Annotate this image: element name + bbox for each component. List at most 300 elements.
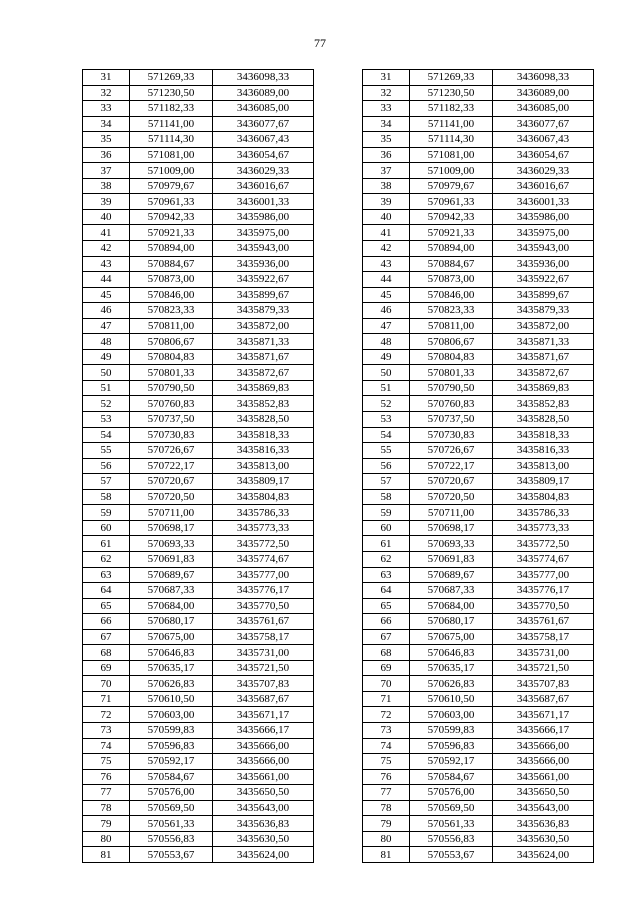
left-x-coordinate-cell: 571081,00 (130, 147, 213, 163)
left-y-coordinate-cell: 3436089,00 (213, 85, 314, 101)
left-y-coordinate-cell: 3435869,83 (213, 380, 314, 396)
table-row (83, 256, 594, 272)
left-x-coordinate-cell: 570610,50 (130, 691, 213, 707)
right-x-coordinate-cell: 570894,00 (410, 241, 493, 257)
left-x-coordinate-cell: 570760,83 (130, 396, 213, 412)
left-x-coordinate-cell: 570737,50 (130, 412, 213, 428)
table-row (83, 738, 594, 754)
left-x-coordinate-cell: 571230,50 (130, 85, 213, 101)
right-y-coordinate-cell: 3435687,67 (493, 691, 594, 707)
right-x-coordinate-cell: 570846,00 (410, 287, 493, 303)
left-point-number-cell: 68 (83, 645, 130, 661)
right-point-number-cell: 51 (363, 380, 410, 396)
right-point-number-cell: 66 (363, 614, 410, 630)
column-gap (314, 645, 363, 661)
right-point-number-cell: 53 (363, 412, 410, 428)
left-x-coordinate-cell: 570646,83 (130, 645, 213, 661)
right-x-coordinate-cell: 570921,33 (410, 225, 493, 241)
left-y-coordinate-cell: 3435813,00 (213, 458, 314, 474)
table-row (83, 443, 594, 459)
left-y-coordinate-cell: 3436067,43 (213, 132, 314, 148)
left-y-coordinate-cell: 3435650,50 (213, 785, 314, 801)
right-point-number-cell: 36 (363, 147, 410, 163)
right-y-coordinate-cell: 3435879,33 (493, 303, 594, 319)
column-gap (314, 101, 363, 117)
left-x-coordinate-cell: 570846,00 (130, 287, 213, 303)
table-row (83, 412, 594, 428)
left-x-coordinate-cell: 570584,67 (130, 769, 213, 785)
right-point-number-cell: 81 (363, 847, 410, 863)
right-point-number-cell: 65 (363, 598, 410, 614)
table-row (83, 629, 594, 645)
column-gap (314, 489, 363, 505)
left-y-coordinate-cell: 3435986,00 (213, 209, 314, 225)
left-point-number-cell: 59 (83, 505, 130, 521)
left-y-coordinate-cell: 3435773,33 (213, 520, 314, 536)
left-x-coordinate-cell: 570726,67 (130, 443, 213, 459)
column-gap (314, 722, 363, 738)
column-gap (314, 754, 363, 770)
table-row (83, 614, 594, 630)
left-y-coordinate-cell: 3435666,17 (213, 722, 314, 738)
left-y-coordinate-cell: 3435761,67 (213, 614, 314, 630)
left-point-number-cell: 45 (83, 287, 130, 303)
column-gap (314, 831, 363, 847)
right-x-coordinate-cell: 570635,17 (410, 660, 493, 676)
right-y-coordinate-cell: 3436067,43 (493, 132, 594, 148)
right-point-number-cell: 35 (363, 132, 410, 148)
left-point-number-cell: 58 (83, 489, 130, 505)
right-point-number-cell: 63 (363, 567, 410, 583)
right-x-coordinate-cell: 570711,00 (410, 505, 493, 521)
left-x-coordinate-cell: 570626,83 (130, 676, 213, 692)
left-x-coordinate-cell: 570811,00 (130, 318, 213, 334)
left-y-coordinate-cell: 3436098,33 (213, 70, 314, 86)
left-point-number-cell: 80 (83, 831, 130, 847)
right-x-coordinate-cell: 570691,83 (410, 551, 493, 567)
table-row (83, 831, 594, 847)
left-point-number-cell: 69 (83, 660, 130, 676)
table-row (83, 101, 594, 117)
left-point-number-cell: 51 (83, 380, 130, 396)
left-y-coordinate-cell: 3435774,67 (213, 551, 314, 567)
column-gap (314, 567, 363, 583)
column-gap (314, 691, 363, 707)
left-y-coordinate-cell: 3435721,50 (213, 660, 314, 676)
left-y-coordinate-cell: 3435786,33 (213, 505, 314, 521)
left-x-coordinate-cell: 571182,33 (130, 101, 213, 117)
right-point-number-cell: 77 (363, 785, 410, 801)
column-gap (314, 583, 363, 599)
right-point-number-cell: 61 (363, 536, 410, 552)
right-y-coordinate-cell: 3435761,67 (493, 614, 594, 630)
column-gap (314, 178, 363, 194)
left-x-coordinate-cell: 570693,33 (130, 536, 213, 552)
left-x-coordinate-cell: 571114,30 (130, 132, 213, 148)
left-x-coordinate-cell: 570720,50 (130, 489, 213, 505)
right-x-coordinate-cell: 570561,33 (410, 816, 493, 832)
column-gap (314, 380, 363, 396)
left-y-coordinate-cell: 3435666,00 (213, 754, 314, 770)
left-y-coordinate-cell: 3436001,33 (213, 194, 314, 210)
right-point-number-cell: 73 (363, 722, 410, 738)
right-y-coordinate-cell: 3436077,67 (493, 116, 594, 132)
right-y-coordinate-cell: 3436001,33 (493, 194, 594, 210)
left-x-coordinate-cell: 570804,83 (130, 349, 213, 365)
left-point-number-cell: 75 (83, 754, 130, 770)
table-row (83, 816, 594, 832)
left-x-coordinate-cell: 570884,67 (130, 256, 213, 272)
left-x-coordinate-cell: 570921,33 (130, 225, 213, 241)
column-gap (314, 132, 363, 148)
column-gap (314, 614, 363, 630)
table-row (83, 287, 594, 303)
left-x-coordinate-cell: 570689,67 (130, 567, 213, 583)
table-row (83, 769, 594, 785)
left-x-coordinate-cell: 571141,00 (130, 116, 213, 132)
table-row (83, 241, 594, 257)
column-gap (314, 349, 363, 365)
right-y-coordinate-cell: 3435630,50 (493, 831, 594, 847)
right-point-number-cell: 78 (363, 800, 410, 816)
left-x-coordinate-cell: 570603,00 (130, 707, 213, 723)
right-point-number-cell: 55 (363, 443, 410, 459)
right-y-coordinate-cell: 3435786,33 (493, 505, 594, 521)
right-x-coordinate-cell: 571230,50 (410, 85, 493, 101)
right-y-coordinate-cell: 3435943,00 (493, 241, 594, 257)
left-x-coordinate-cell: 570894,00 (130, 241, 213, 257)
right-point-number-cell: 79 (363, 816, 410, 832)
right-x-coordinate-cell: 570884,67 (410, 256, 493, 272)
coordinates-table (82, 69, 594, 863)
table-row (83, 116, 594, 132)
table-row (83, 85, 594, 101)
right-y-coordinate-cell: 3435776,17 (493, 583, 594, 599)
left-point-number-cell: 60 (83, 520, 130, 536)
right-point-number-cell: 39 (363, 194, 410, 210)
column-gap (314, 365, 363, 381)
column-gap (314, 116, 363, 132)
left-point-number-cell: 48 (83, 334, 130, 350)
left-point-number-cell: 77 (83, 785, 130, 801)
left-x-coordinate-cell: 570698,17 (130, 520, 213, 536)
left-point-number-cell: 40 (83, 209, 130, 225)
right-x-coordinate-cell: 570610,50 (410, 691, 493, 707)
right-x-coordinate-cell: 570873,00 (410, 272, 493, 288)
left-point-number-cell: 67 (83, 629, 130, 645)
table-row (83, 272, 594, 288)
left-x-coordinate-cell: 570722,17 (130, 458, 213, 474)
column-gap (314, 427, 363, 443)
right-x-coordinate-cell: 570730,83 (410, 427, 493, 443)
right-x-coordinate-cell: 570693,33 (410, 536, 493, 552)
left-point-number-cell: 44 (83, 272, 130, 288)
right-x-coordinate-cell: 571182,33 (410, 101, 493, 117)
right-x-coordinate-cell: 570720,50 (410, 489, 493, 505)
table-row (83, 380, 594, 396)
left-point-number-cell: 32 (83, 85, 130, 101)
right-y-coordinate-cell: 3435624,00 (493, 847, 594, 863)
column-gap (314, 738, 363, 754)
right-point-number-cell: 50 (363, 365, 410, 381)
left-x-coordinate-cell: 570691,83 (130, 551, 213, 567)
table-row (83, 427, 594, 443)
right-x-coordinate-cell: 570811,00 (410, 318, 493, 334)
left-y-coordinate-cell: 3435943,00 (213, 241, 314, 257)
right-y-coordinate-cell: 3435721,50 (493, 660, 594, 676)
left-x-coordinate-cell: 570599,83 (130, 722, 213, 738)
table-row (83, 583, 594, 599)
right-x-coordinate-cell: 571141,00 (410, 116, 493, 132)
right-point-number-cell: 43 (363, 256, 410, 272)
right-point-number-cell: 46 (363, 303, 410, 319)
right-y-coordinate-cell: 3436029,33 (493, 163, 594, 179)
column-gap (314, 303, 363, 319)
left-y-coordinate-cell: 3436029,33 (213, 163, 314, 179)
right-y-coordinate-cell: 3435816,33 (493, 443, 594, 459)
left-y-coordinate-cell: 3435731,00 (213, 645, 314, 661)
table-row (83, 536, 594, 552)
left-x-coordinate-cell: 570592,17 (130, 754, 213, 770)
page-number: 77 (314, 36, 326, 50)
coordinates-table-body (83, 70, 594, 863)
table-row (83, 785, 594, 801)
left-y-coordinate-cell: 3435636,83 (213, 816, 314, 832)
right-y-coordinate-cell: 3435936,00 (493, 256, 594, 272)
right-x-coordinate-cell: 570596,83 (410, 738, 493, 754)
left-point-number-cell: 76 (83, 769, 130, 785)
left-x-coordinate-cell: 570675,00 (130, 629, 213, 645)
column-gap (314, 769, 363, 785)
right-y-coordinate-cell: 3435758,17 (493, 629, 594, 645)
left-x-coordinate-cell: 570711,00 (130, 505, 213, 521)
right-y-coordinate-cell: 3435871,67 (493, 349, 594, 365)
right-point-number-cell: 33 (363, 101, 410, 117)
left-y-coordinate-cell: 3435816,33 (213, 443, 314, 459)
column-gap (314, 209, 363, 225)
column-gap (314, 70, 363, 86)
column-gap (314, 800, 363, 816)
right-x-coordinate-cell: 570576,00 (410, 785, 493, 801)
left-y-coordinate-cell: 3435871,33 (213, 334, 314, 350)
left-x-coordinate-cell: 570979,67 (130, 178, 213, 194)
left-y-coordinate-cell: 3435872,00 (213, 318, 314, 334)
left-x-coordinate-cell: 570961,33 (130, 194, 213, 210)
right-y-coordinate-cell: 3435643,00 (493, 800, 594, 816)
left-point-number-cell: 78 (83, 800, 130, 816)
left-y-coordinate-cell: 3436016,67 (213, 178, 314, 194)
left-y-coordinate-cell: 3436054,67 (213, 147, 314, 163)
right-point-number-cell: 70 (363, 676, 410, 692)
column-gap (314, 629, 363, 645)
right-x-coordinate-cell: 571009,00 (410, 163, 493, 179)
left-y-coordinate-cell: 3435879,33 (213, 303, 314, 319)
right-x-coordinate-cell: 570687,33 (410, 583, 493, 599)
column-gap (314, 85, 363, 101)
right-x-coordinate-cell: 570603,00 (410, 707, 493, 723)
left-point-number-cell: 53 (83, 412, 130, 428)
column-gap (314, 147, 363, 163)
right-point-number-cell: 45 (363, 287, 410, 303)
left-point-number-cell: 52 (83, 396, 130, 412)
column-gap (314, 816, 363, 832)
right-point-number-cell: 72 (363, 707, 410, 723)
column-gap (314, 287, 363, 303)
right-x-coordinate-cell: 570698,17 (410, 520, 493, 536)
table-row (83, 458, 594, 474)
right-point-number-cell: 40 (363, 209, 410, 225)
table-row (83, 800, 594, 816)
column-gap (314, 676, 363, 692)
table-row (83, 147, 594, 163)
right-x-coordinate-cell: 570979,67 (410, 178, 493, 194)
left-x-coordinate-cell: 570942,33 (130, 209, 213, 225)
right-x-coordinate-cell: 570553,67 (410, 847, 493, 863)
left-point-number-cell: 33 (83, 101, 130, 117)
right-point-number-cell: 38 (363, 178, 410, 194)
left-y-coordinate-cell: 3435630,50 (213, 831, 314, 847)
left-y-coordinate-cell: 3435777,00 (213, 567, 314, 583)
left-y-coordinate-cell: 3435772,50 (213, 536, 314, 552)
table-row (83, 225, 594, 241)
left-point-number-cell: 37 (83, 163, 130, 179)
right-x-coordinate-cell: 570584,67 (410, 769, 493, 785)
column-gap (314, 520, 363, 536)
column-gap (314, 396, 363, 412)
left-y-coordinate-cell: 3435852,83 (213, 396, 314, 412)
column-gap (314, 163, 363, 179)
table-row (83, 551, 594, 567)
left-point-number-cell: 57 (83, 474, 130, 490)
table-row (83, 163, 594, 179)
right-y-coordinate-cell: 3435650,50 (493, 785, 594, 801)
table-row (83, 178, 594, 194)
right-y-coordinate-cell: 3436098,33 (493, 70, 594, 86)
left-y-coordinate-cell: 3435818,33 (213, 427, 314, 443)
column-gap (314, 194, 363, 210)
column-gap (314, 847, 363, 863)
left-point-number-cell: 66 (83, 614, 130, 630)
right-y-coordinate-cell: 3435922,67 (493, 272, 594, 288)
right-point-number-cell: 58 (363, 489, 410, 505)
right-y-coordinate-cell: 3436089,00 (493, 85, 594, 101)
right-x-coordinate-cell: 570646,83 (410, 645, 493, 661)
right-y-coordinate-cell: 3435869,83 (493, 380, 594, 396)
column-gap (314, 707, 363, 723)
left-y-coordinate-cell: 3435671,17 (213, 707, 314, 723)
right-x-coordinate-cell: 570737,50 (410, 412, 493, 428)
right-y-coordinate-cell: 3435671,17 (493, 707, 594, 723)
column-gap (314, 660, 363, 676)
table-row (83, 194, 594, 210)
right-point-number-cell: 31 (363, 70, 410, 86)
right-x-coordinate-cell: 570569,50 (410, 800, 493, 816)
right-y-coordinate-cell: 3435975,00 (493, 225, 594, 241)
left-y-coordinate-cell: 3435975,00 (213, 225, 314, 241)
left-x-coordinate-cell: 570569,50 (130, 800, 213, 816)
left-point-number-cell: 35 (83, 132, 130, 148)
left-x-coordinate-cell: 570790,50 (130, 380, 213, 396)
right-point-number-cell: 59 (363, 505, 410, 521)
right-x-coordinate-cell: 570726,67 (410, 443, 493, 459)
column-gap (314, 412, 363, 428)
left-y-coordinate-cell: 3435770,50 (213, 598, 314, 614)
column-gap (314, 536, 363, 552)
right-x-coordinate-cell: 570823,33 (410, 303, 493, 319)
right-y-coordinate-cell: 3436016,67 (493, 178, 594, 194)
left-point-number-cell: 34 (83, 116, 130, 132)
left-y-coordinate-cell: 3435871,67 (213, 349, 314, 365)
right-y-coordinate-cell: 3435666,17 (493, 722, 594, 738)
right-point-number-cell: 64 (363, 583, 410, 599)
right-y-coordinate-cell: 3435770,50 (493, 598, 594, 614)
column-gap (314, 551, 363, 567)
left-point-number-cell: 43 (83, 256, 130, 272)
left-point-number-cell: 42 (83, 241, 130, 257)
column-gap (314, 458, 363, 474)
left-x-coordinate-cell: 570720,67 (130, 474, 213, 490)
left-x-coordinate-cell: 570806,67 (130, 334, 213, 350)
right-y-coordinate-cell: 3435852,83 (493, 396, 594, 412)
left-point-number-cell: 41 (83, 225, 130, 241)
left-y-coordinate-cell: 3435872,67 (213, 365, 314, 381)
column-gap (314, 334, 363, 350)
left-point-number-cell: 36 (83, 147, 130, 163)
right-point-number-cell: 74 (363, 738, 410, 754)
left-point-number-cell: 79 (83, 816, 130, 832)
left-point-number-cell: 65 (83, 598, 130, 614)
right-y-coordinate-cell: 3435986,00 (493, 209, 594, 225)
left-point-number-cell: 31 (83, 70, 130, 86)
right-y-coordinate-cell: 3435773,33 (493, 520, 594, 536)
right-y-coordinate-cell: 3435772,50 (493, 536, 594, 552)
left-y-coordinate-cell: 3435687,67 (213, 691, 314, 707)
right-x-coordinate-cell: 570801,33 (410, 365, 493, 381)
table-row (83, 489, 594, 505)
right-y-coordinate-cell: 3435804,83 (493, 489, 594, 505)
right-point-number-cell: 47 (363, 318, 410, 334)
left-x-coordinate-cell: 571009,00 (130, 163, 213, 179)
table-row (83, 132, 594, 148)
table-row (83, 754, 594, 770)
right-point-number-cell: 71 (363, 691, 410, 707)
table-row (83, 209, 594, 225)
left-y-coordinate-cell: 3435776,17 (213, 583, 314, 599)
column-gap (314, 318, 363, 334)
right-x-coordinate-cell: 570556,83 (410, 831, 493, 847)
right-y-coordinate-cell: 3435731,00 (493, 645, 594, 661)
left-point-number-cell: 70 (83, 676, 130, 692)
column-gap (314, 241, 363, 257)
right-y-coordinate-cell: 3435774,67 (493, 551, 594, 567)
left-y-coordinate-cell: 3435899,67 (213, 287, 314, 303)
right-x-coordinate-cell: 570790,50 (410, 380, 493, 396)
table-row (83, 474, 594, 490)
right-point-number-cell: 37 (363, 163, 410, 179)
left-x-coordinate-cell: 570801,33 (130, 365, 213, 381)
right-y-coordinate-cell: 3435871,33 (493, 334, 594, 350)
table-row (83, 598, 594, 614)
table-row (83, 691, 594, 707)
table-row (83, 334, 594, 350)
right-point-number-cell: 52 (363, 396, 410, 412)
right-y-coordinate-cell: 3435666,00 (493, 738, 594, 754)
right-point-number-cell: 60 (363, 520, 410, 536)
right-y-coordinate-cell: 3435872,67 (493, 365, 594, 381)
left-x-coordinate-cell: 570687,33 (130, 583, 213, 599)
left-point-number-cell: 46 (83, 303, 130, 319)
column-gap (314, 443, 363, 459)
